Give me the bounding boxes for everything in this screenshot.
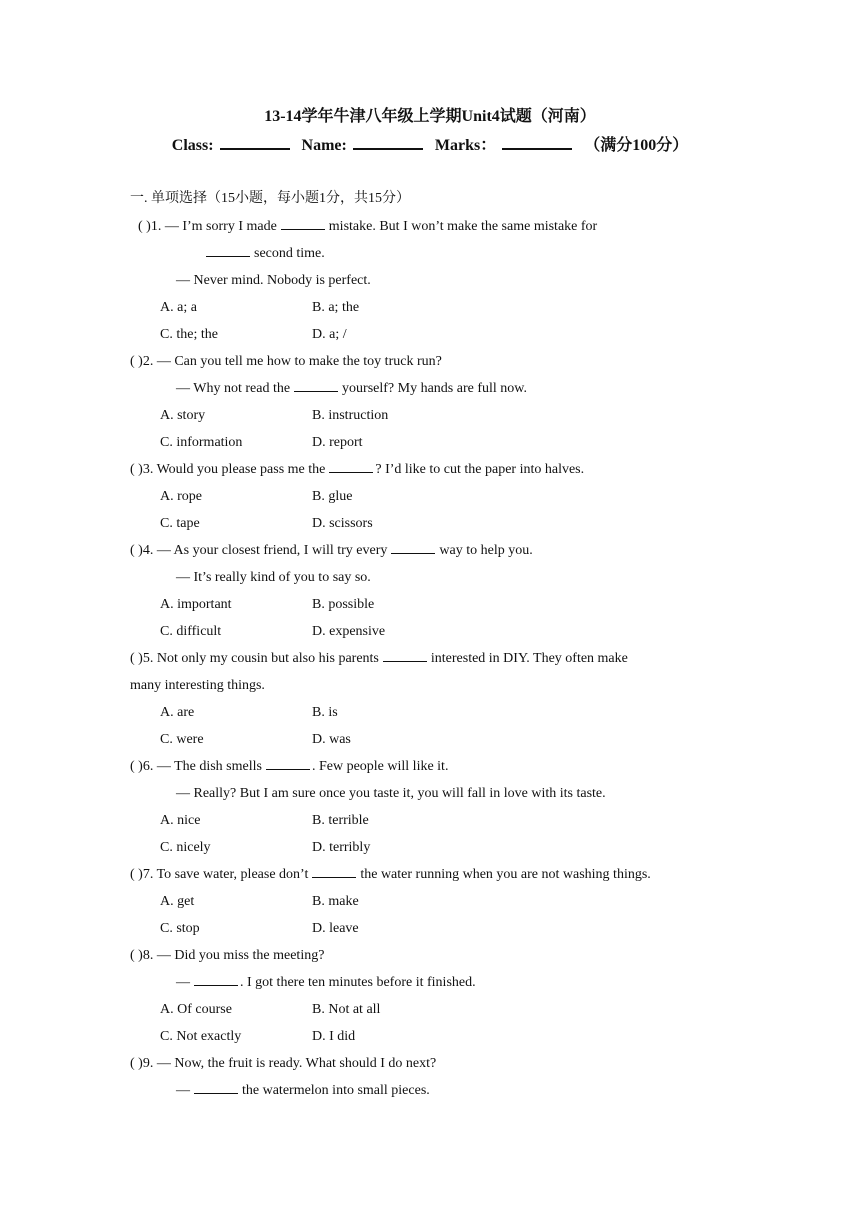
page-title: 13-14学年牛津八年级上学期Unit4试题（河南） — [264, 108, 596, 125]
name-label: Name: — [301, 137, 347, 154]
question-1 — [138, 216, 597, 238]
question-text: Would you please pass me the — [153, 462, 326, 477]
option-d[interactable]: D. terribly — [312, 840, 371, 855]
option-a[interactable]: A. rope — [160, 489, 202, 504]
question-text: To save water, please don’t — [153, 867, 309, 882]
blank — [329, 460, 373, 473]
question-text: mistake. But I won’t make the same mistake for — [328, 219, 598, 234]
question-7 — [130, 864, 651, 886]
marks-label: Marks： — [434, 137, 497, 154]
option-b[interactable]: B. is — [312, 705, 338, 720]
options-row — [160, 837, 370, 859]
question-6-response: — Really? But I am sure once you taste it, you will fall in love with its taste. — [176, 786, 606, 801]
options-row — [160, 621, 385, 643]
question-text: — Now, the fruit is ready. What should I do next? — [153, 1056, 437, 1071]
question-number: 7. — [142, 867, 154, 882]
question-number: 5. — [142, 651, 154, 666]
options-row — [160, 702, 338, 724]
question-8-response — [176, 972, 476, 994]
options-row — [160, 1026, 355, 1048]
option-d[interactable]: D. scissors — [312, 516, 373, 531]
answer-bracket[interactable]: ( ) — [130, 759, 143, 774]
answer-bracket[interactable]: ( ) — [130, 462, 143, 477]
option-a[interactable]: A. nice — [160, 813, 201, 828]
question-text: — I’m sorry I made — [161, 219, 277, 234]
option-b[interactable]: B. instruction — [312, 408, 389, 423]
option-a[interactable]: A. a; a — [160, 300, 197, 315]
question-5-cont: many interesting things. — [130, 678, 265, 693]
full-score-note: （满分100分） — [584, 137, 689, 154]
blank — [206, 244, 250, 257]
blank — [266, 757, 310, 770]
question-number: 9. — [142, 1056, 154, 1071]
question-text: — The dish smells — [153, 759, 262, 774]
answer-bracket[interactable]: ( ) — [130, 867, 143, 882]
option-c[interactable]: C. information — [160, 435, 243, 450]
answer-bracket[interactable]: ( ) — [130, 543, 143, 558]
question-9-response — [176, 1080, 430, 1102]
option-b[interactable]: B. a; the — [312, 300, 360, 315]
question-4-response: — It’s really kind of you to say so. — [176, 570, 371, 585]
option-b[interactable]: B. glue — [312, 489, 353, 504]
options-row — [160, 513, 373, 535]
question-1-response: — Never mind. Nobody is perfect. — [176, 273, 371, 288]
question-text: . I got there ten minutes before it finished. — [240, 975, 476, 990]
options-row — [160, 324, 347, 346]
answer-bracket[interactable]: ( ) — [130, 948, 143, 963]
class-label: Class: — [171, 137, 214, 154]
option-a[interactable]: A. are — [160, 705, 195, 720]
class-blank[interactable] — [220, 134, 290, 150]
student-info-line — [0, 134, 860, 157]
option-c[interactable]: C. tape — [160, 516, 200, 531]
options-row — [160, 810, 369, 832]
answer-bracket[interactable]: ( ) — [130, 1056, 143, 1071]
question-number: 2. — [142, 354, 154, 369]
option-d[interactable]: D. leave — [312, 921, 359, 936]
options-row — [160, 999, 380, 1021]
name-blank[interactable] — [353, 134, 423, 150]
option-c[interactable]: C. Not exactly — [160, 1029, 242, 1044]
options-row — [160, 297, 359, 319]
answer-bracket[interactable]: ( ) — [138, 219, 151, 234]
question-text: ? I’d like to cut the paper into halves. — [375, 462, 585, 477]
option-d[interactable]: D. report — [312, 435, 363, 450]
question-text: — — [176, 1083, 190, 1098]
question-text: — Can you tell me how to make the toy truck run? — [153, 354, 442, 369]
question-number: 8. — [142, 948, 154, 963]
question-text: — As your closest friend, I will try every — [153, 543, 388, 558]
question-text: the water running when you are not washing things. — [360, 867, 651, 882]
option-d[interactable]: D. a; / — [312, 327, 347, 342]
option-b[interactable]: B. terrible — [312, 813, 369, 828]
question-text: interested in DIY. They often make — [430, 651, 628, 666]
answer-bracket[interactable]: ( ) — [130, 354, 143, 369]
option-b[interactable]: B. make — [312, 894, 359, 909]
option-a[interactable]: A. story — [160, 408, 206, 423]
options-row — [160, 594, 374, 616]
question-9 — [130, 1053, 436, 1075]
option-d[interactable]: D. expensive — [312, 624, 386, 639]
marks-blank[interactable] — [502, 134, 572, 150]
option-b[interactable]: B. Not at all — [312, 1002, 381, 1017]
options-row — [160, 729, 351, 751]
question-number: 1. — [150, 219, 162, 234]
question-text: — Did you miss the meeting? — [153, 948, 325, 963]
question-1-cont — [202, 243, 325, 265]
blank — [312, 865, 356, 878]
question-text: Not only my cousin but also his parents — [153, 651, 379, 666]
question-text: — Why not read the — [176, 381, 291, 396]
option-c[interactable]: C. difficult — [160, 624, 222, 639]
question-3 — [130, 459, 584, 481]
option-c[interactable]: C. nicely — [160, 840, 211, 855]
option-c[interactable]: C. were — [160, 732, 204, 747]
options-row — [160, 405, 388, 427]
section-heading: 一. 单项选择（15小题，每小题1分，共15分） — [130, 191, 410, 206]
blank — [383, 649, 427, 662]
blank — [294, 379, 338, 392]
option-a[interactable]: A. get — [160, 894, 195, 909]
option-b[interactable]: B. possible — [312, 597, 375, 612]
question-2-response — [176, 378, 527, 400]
options-row — [160, 432, 363, 454]
question-number: 6. — [142, 759, 154, 774]
question-text: . Few people will like it. — [311, 759, 449, 774]
option-a[interactable]: A. Of course — [160, 1002, 232, 1017]
blank — [194, 973, 238, 986]
question-6 — [130, 756, 448, 778]
option-a[interactable]: A. important — [160, 597, 232, 612]
question-8 — [130, 945, 324, 967]
blank — [194, 1081, 238, 1094]
option-c[interactable]: C. stop — [160, 921, 200, 936]
options-row — [160, 891, 359, 913]
question-number: 4. — [142, 543, 154, 558]
option-d[interactable]: D. I did — [312, 1029, 356, 1044]
question-text: yourself? My hands are full now. — [342, 381, 527, 396]
option-d[interactable]: D. was — [312, 732, 351, 747]
options-row — [160, 486, 352, 508]
question-4 — [130, 540, 533, 562]
question-5 — [130, 648, 628, 670]
question-text: — — [176, 975, 190, 990]
blank — [281, 217, 325, 230]
question-2 — [130, 351, 442, 373]
option-c[interactable]: C. the; the — [160, 327, 218, 342]
answer-bracket[interactable]: ( ) — [130, 651, 143, 666]
question-number: 3. — [142, 462, 154, 477]
options-row — [160, 918, 359, 940]
question-text: the watermelon into small pieces. — [242, 1083, 430, 1098]
question-text: second time. — [254, 246, 325, 261]
question-text: way to help you. — [439, 543, 533, 558]
blank — [391, 541, 435, 554]
